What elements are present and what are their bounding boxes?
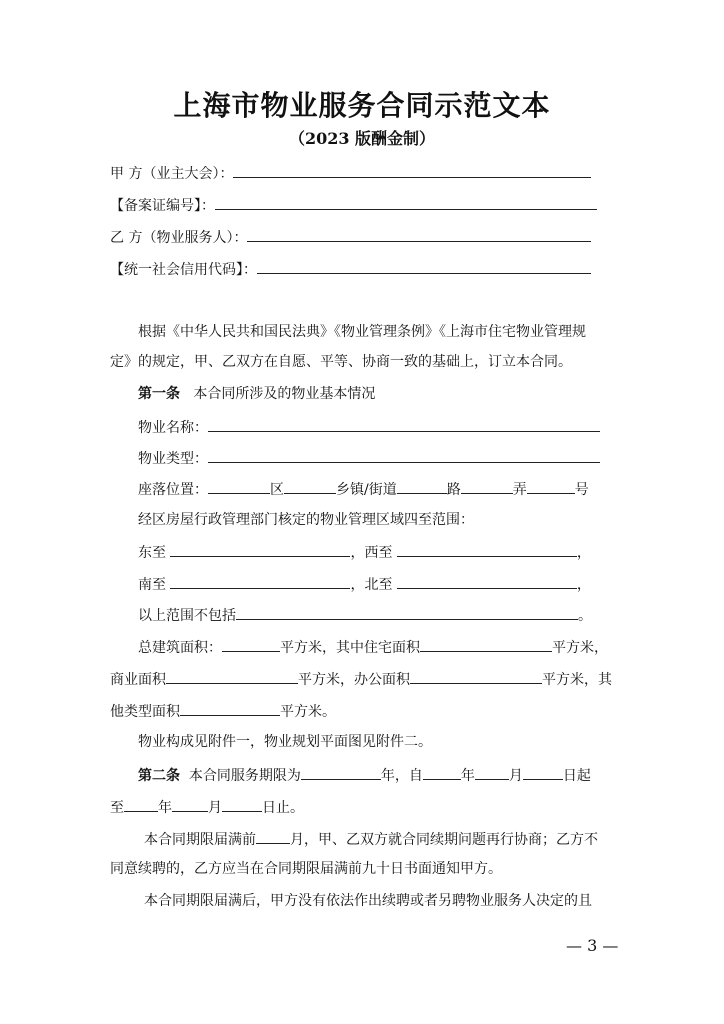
sqm-unit: 平方米: [280, 640, 322, 656]
west-label: ，西至: [350, 545, 393, 561]
south-label: 南至: [138, 577, 166, 593]
intro-line-1: 根据《中华人民共和国民法典》《物业管理条例》《上海市住宅物业管理规: [138, 324, 586, 340]
renewal-text-a: 本合同期限届满前: [144, 832, 256, 848]
location-label: 座落位置：: [138, 482, 208, 498]
month-label: 月: [208, 800, 222, 816]
credit-code-row: [110, 258, 591, 278]
west-blank[interactable]: [397, 541, 577, 557]
east-blank[interactable]: [170, 541, 350, 557]
renewal-month-blank[interactable]: [256, 828, 290, 844]
document-subtitle: （2023 版酬金制）: [288, 129, 436, 148]
commercial-label: 商业面积: [110, 672, 166, 688]
other-area-label: 他类型面积: [110, 704, 180, 720]
property-name-row: [138, 416, 600, 436]
party-a-label: 甲 方（业主大会）：: [110, 166, 234, 182]
term-end-row: [110, 796, 304, 816]
comma: ，: [576, 545, 591, 561]
other-area-blank[interactable]: [180, 700, 280, 716]
street-suffix: 乡镇/街道: [336, 482, 397, 498]
start-month-blank[interactable]: [475, 764, 509, 780]
office-area-blank[interactable]: [410, 668, 542, 684]
year-label: 年: [460, 768, 475, 784]
month-label: 月: [508, 768, 523, 784]
property-type-blank[interactable]: [208, 447, 600, 463]
lane-suffix: 弄: [512, 482, 527, 498]
north-blank[interactable]: [397, 573, 577, 589]
commercial-row: [110, 668, 612, 688]
article-2-row: [138, 764, 591, 784]
property-type-label: 物业类型：: [138, 451, 208, 467]
total-area-blank[interactable]: [222, 636, 280, 652]
credit-code-label: 【统一社会信用代码】：: [110, 262, 257, 278]
number-blank[interactable]: [527, 478, 575, 494]
district-blank[interactable]: [208, 478, 270, 494]
record-no-blank[interactable]: [215, 194, 597, 210]
record-no-label: 【备案证编号】：: [110, 198, 215, 214]
article-1-heading-row: [138, 384, 375, 404]
to-label: 至: [110, 800, 124, 816]
end-day-blank[interactable]: [222, 796, 262, 812]
party-b-row: [110, 226, 591, 246]
term-years-blank[interactable]: [301, 764, 381, 780]
article-1-text: 本合同所涉及的物业基本情况: [193, 386, 376, 402]
party-b-label: 乙 方（物业服务人）：: [110, 230, 248, 246]
sqm-unit: 平方米。: [280, 704, 336, 720]
street-blank[interactable]: [284, 478, 336, 494]
property-name-label: 物业名称：: [138, 420, 208, 436]
east-west-row: [138, 541, 591, 561]
renewal-line-2: 同意续聘的，乙方应当在合同期限届满前九十日书面通知甲方。: [110, 861, 502, 877]
end-month-blank[interactable]: [172, 796, 208, 812]
record-no-row: [110, 194, 597, 214]
lane-blank[interactable]: [461, 478, 513, 494]
residential-area-blank[interactable]: [420, 636, 552, 652]
property-name-blank[interactable]: [208, 416, 600, 432]
area-row: [138, 636, 608, 656]
intro-line-2: 定》的规定，甲、乙双方在自愿、平等、协商一致的基础上，订立本合同。: [110, 354, 572, 370]
exclude-blank[interactable]: [236, 604, 578, 620]
property-type-row: [138, 447, 600, 467]
end-year-blank[interactable]: [124, 796, 158, 812]
commercial-area-blank[interactable]: [166, 668, 298, 684]
composition-text: 物业构成见附件一，物业规划平面图见附件二。: [138, 734, 432, 750]
district-suffix: 区: [270, 482, 284, 498]
renewal-row: [144, 828, 598, 848]
number-suffix: 号: [574, 482, 589, 498]
party-a-blank[interactable]: [233, 162, 591, 178]
credit-code-blank[interactable]: [257, 258, 591, 274]
article-2-text: 本合同服务期限为: [188, 768, 301, 784]
exclude-label: 以上范围不包括: [138, 608, 236, 624]
day-to-label: 日止。: [262, 800, 304, 816]
document-title: 上海市物业服务合同示范文本: [173, 89, 551, 122]
start-day-blank[interactable]: [523, 764, 563, 780]
north-label: ，北至: [350, 577, 393, 593]
page-number: — 3 —: [566, 936, 619, 955]
period: 。: [578, 608, 592, 624]
sqm-unit: 平方米: [542, 672, 584, 688]
article-2-heading: 第二条: [138, 768, 180, 784]
sqm-unit: 平方米，: [552, 640, 608, 656]
south-north-row: [138, 573, 591, 593]
party-b-blank[interactable]: [247, 226, 591, 242]
other-area-row: [110, 700, 336, 720]
location-row: [138, 478, 589, 498]
east-label: 东至: [138, 545, 166, 561]
sqm-unit: 平方米: [298, 672, 340, 688]
road-suffix: 路: [446, 482, 461, 498]
office-label: ，办公面积: [340, 672, 410, 688]
road-blank[interactable]: [397, 478, 447, 494]
exclude-row: [138, 604, 592, 624]
area-label: 总建筑面积：: [138, 640, 222, 656]
renewal-text-b: 月，甲、乙双方就合同续期问题再行协商；乙方不: [290, 832, 598, 848]
article-1-heading: 第一条: [138, 386, 180, 402]
day-from-label: 日起: [562, 768, 591, 784]
comma: ，: [576, 577, 591, 593]
year-from-label: 年，自: [380, 768, 423, 784]
start-year-blank[interactable]: [423, 764, 461, 780]
expiry-line: 本合同期限届满后，甲方没有依法作出续聘或者另聘物业服务人决定的且: [144, 893, 592, 909]
boundary-text: 经区房屋行政管理部门核定的物业管理区域四至范围：: [138, 512, 474, 528]
year-label: 年: [158, 800, 172, 816]
other-tail: ，其: [584, 672, 612, 688]
south-blank[interactable]: [170, 573, 350, 589]
residential-label: ，其中住宅面积: [322, 640, 420, 656]
party-a-row: [110, 162, 591, 182]
